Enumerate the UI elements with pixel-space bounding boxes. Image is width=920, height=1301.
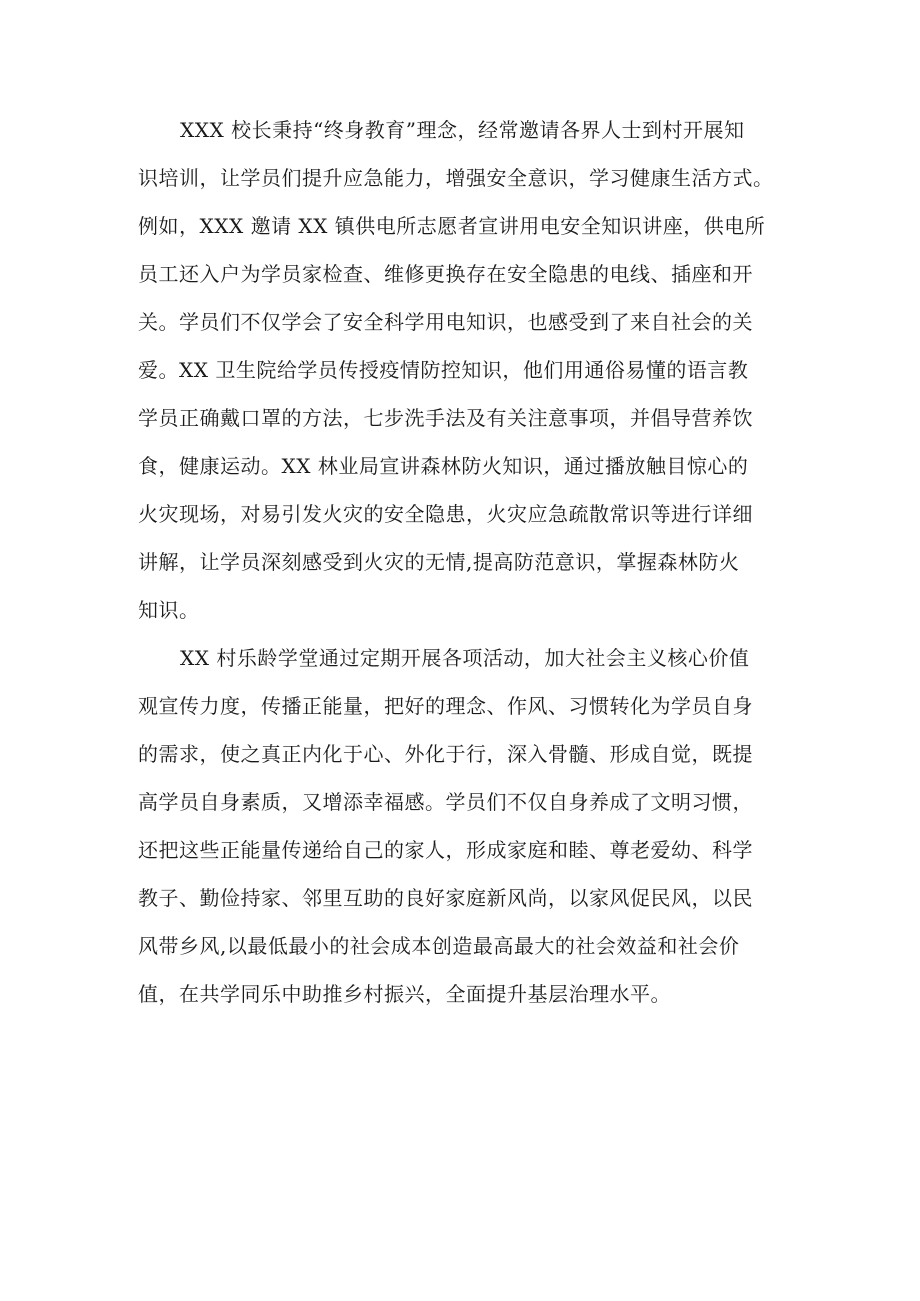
paragraph-2-line-1: XX 村乐龄学堂通过定期开展各项活动，加大社会主义核心价值 [180,646,750,670]
paragraph-2-line-5: 还把这些正能量传递给自己的家人，形成家庭和睦、尊老爱幼、科学 [138,838,753,862]
paragraph-2-line-2: 观宣传力度，传播正能量，把好的理念、作风、习惯转化为学员自身 [138,694,753,718]
paragraph-1-line-5: 关。学员们不仅学会了安全科学用电知识，也感受到了来自社会的关 [138,310,753,334]
paragraph-2-line-4: 高学员自身素质，又增添幸福感。学员们不仅自身养成了文明习惯， [138,790,753,814]
paragraph-1-line-9: 火灾现场，对易引发火灾的安全隐患，火灾应急疏散常识等进行详细 [138,502,753,526]
paragraph-1-line-7: 学员正确戴口罩的方法，七步洗手法及有关注意事项，并倡导营养饮 [138,406,753,430]
paragraph-1-line-4: 员工还入户为学员家检查、维修更换存在安全隐患的电线、插座和开 [138,262,753,286]
paragraph-1-line-11: 知识。 [138,598,200,622]
paragraph-2-line-6: 教子、勤俭持家、邻里互助的良好家庭新风尚，以家风促民风，以民 [138,886,753,910]
paragraph-1-line-8: 食，健康运动。XX 林业局宣讲森林防火知识，通过播放触目惊心的 [138,454,749,478]
paragraph-1-line-6: 爱。XX 卫生院给学员传授疫情防控知识，他们用通俗易懂的语言教 [138,358,749,382]
paragraph-1-line-10: 讲解，让学员深刻感受到火灾的无情,提高防范意识，掌握森林防火 [138,550,740,574]
paragraph-2-line-7: 风带乡风,以最低最小的社会成本创造最高最大的社会效益和社会价 [138,934,740,958]
paragraph-1-line-3: 例如，XXX 邀请 XX 镇供电所志愿者宣讲用电安全知识讲座，供电所 [138,214,766,238]
paragraph-1-line-1: XXX 校长秉持“终身教育”理念，经常邀请各界人士到村开展知 [180,118,745,142]
paragraph-2-line-8: 值，在共学同乐中助推乡村振兴，全面提升基层治理水平。 [138,982,671,1006]
paragraph-2-line-3: 的需求，使之真正内化于心、外化于行，深入骨髓、形成自觉，既提 [138,742,753,766]
paragraph-1-line-2: 识培训，让学员们提升应急能力，增强安全意识，学习健康生活方式。 [138,166,774,190]
